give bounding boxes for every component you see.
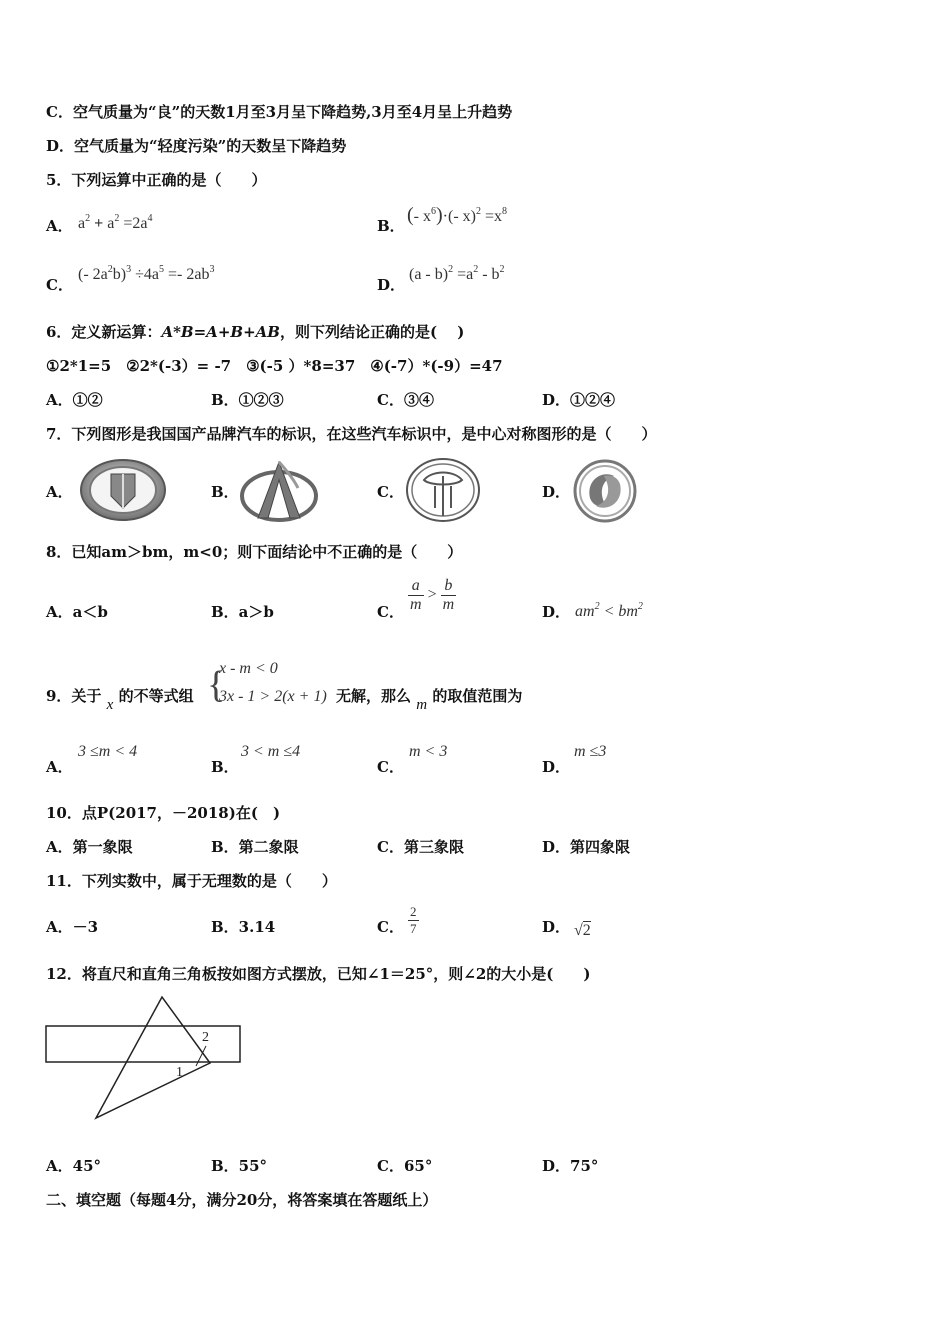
q9-option-d-label: D．: [542, 758, 571, 776]
q5-option-d-label: D．: [377, 276, 406, 294]
q9-option-c-formula: m < 3: [409, 743, 448, 760]
q12-option-b: B．55°: [211, 1157, 268, 1175]
q8-option-a: A．a＜b: [46, 603, 108, 621]
chery-like-logo-icon: [404, 456, 482, 524]
q5-option-b-formula: (- $x^6)\cdot(-$ $x)^2 =x^8$: [407, 204, 508, 226]
q10-option-a: A．第一象限: [46, 838, 133, 856]
q9-option-a-label: A．: [46, 758, 73, 776]
aeolus-logo-icon: [238, 458, 320, 524]
q6-option-c: C．③④: [377, 391, 434, 409]
set-square: [96, 997, 210, 1118]
question-9-stem: 9．关于 x 的不等式组: [46, 687, 194, 713]
q10-option-c: C．第三象限: [377, 838, 464, 856]
q11-option-c-label: C．: [377, 918, 404, 936]
q8-option-c-label: C．: [377, 603, 404, 621]
option-c-previous: C．空气质量为“良”的天数1月至3月呈下降趋势,3月至4月呈上升趋势: [46, 103, 513, 121]
question-7-stem: 7．下列图形是我国国产品牌汽车的标识，在这些汽车标识中，是中心对称图形的是（ ）: [46, 425, 657, 443]
question-10-stem: 10．点P(2017，－2018)在( ): [46, 804, 281, 822]
q7-option-a-label: A．: [46, 483, 73, 501]
q12-option-c: C．65°: [377, 1157, 433, 1175]
q8-option-b: B．a＞b: [211, 603, 274, 621]
option-d-previous: D．空气质量为“轻度污染”的天数呈下降趋势: [46, 137, 347, 155]
section-2-heading: 二、填空题（每题4分，满分20分，将答案填在答题纸上）: [46, 1191, 438, 1209]
q12-option-d: D．75°: [542, 1157, 599, 1175]
question-5-stem: 5．下列运算中正确的是（ ）: [46, 171, 267, 189]
q5-option-d-formula: $(a - b)^2 =a^2 - b^2$: [409, 264, 505, 283]
q7-option-d-label: D．: [542, 483, 571, 501]
q11-option-a: A．－3: [46, 918, 99, 936]
q10-option-b: B．第二象限: [211, 838, 299, 856]
q9-option-d-formula: m ≤3: [574, 743, 607, 760]
question-6-items: ①2*1=5 ②2*(-3）= -7 ③(-5 ）*8=37 ④(-7）*(-9）=47: [46, 357, 503, 375]
question-9-stem-tail: 无解，那么 m 的取值范围为: [336, 687, 523, 713]
q5-option-a-label: A．: [46, 217, 73, 235]
q11-option-d-sqrt: √2: [574, 922, 591, 939]
q10-option-d: D．第四象限: [542, 838, 631, 856]
q8-option-d-formula: $am^2 < bm^2$: [575, 601, 643, 620]
q5-option-c-label: C．: [46, 276, 73, 294]
q9-option-b-label: B．: [211, 758, 239, 776]
q7-option-b-label: B．: [211, 483, 239, 501]
q11-option-b: B．3.14: [211, 918, 276, 936]
angle-1-label: 1: [176, 1065, 183, 1080]
great-wall-logo-icon: [78, 456, 168, 524]
q9-option-c-label: C．: [377, 758, 404, 776]
q9-option-a-formula: 3 ≤m < 4: [78, 743, 138, 760]
angle-2-label: 2: [202, 1030, 209, 1045]
ruler-triangle-figure: [44, 994, 246, 1120]
q7-option-c-label: C．: [377, 483, 404, 501]
q6-option-a: A．①②: [46, 391, 103, 409]
q5-option-c-formula: (- $2a^2b)^3 \div 4a^5 =- 2ab^3$: [78, 264, 215, 283]
q5-option-b-label: B．: [377, 217, 405, 235]
q9-option-b-formula: 3 < m ≤4: [241, 743, 301, 760]
q6-option-d: D．①②④: [542, 391, 616, 409]
q11-option-c-fraction: $\frac{2}{7}$: [410, 904, 417, 936]
question-12-stem: 12．将直尺和直角三角板按如图方式摆放，已知∠1＝25°，则∠2的大小是( ): [46, 965, 591, 983]
question-6-stem: 6．定义新运算：A*B=A+B+AB，则下列结论正确的是( ): [46, 323, 465, 341]
question-8-stem: 8．已知am＞bm，m<0；则下面结论中不正确的是（ ）: [46, 543, 463, 561]
q12-option-a: A．45°: [46, 1157, 102, 1175]
q8-option-d-label: D．: [542, 603, 571, 621]
dongfeng-logo-icon: [572, 458, 638, 524]
q11-option-d-label: D．: [542, 918, 571, 936]
q5-option-a-formula: $a^2 + a^2 =2a^4$: [78, 213, 153, 232]
q6-option-b: B．①②③: [211, 391, 284, 409]
q8-option-c-formula: $\frac{a}{m}$ > $\frac{b}{m}$: [410, 577, 455, 613]
question-11-stem: 11．下列实数中，属于无理数的是（ ）: [46, 872, 337, 890]
